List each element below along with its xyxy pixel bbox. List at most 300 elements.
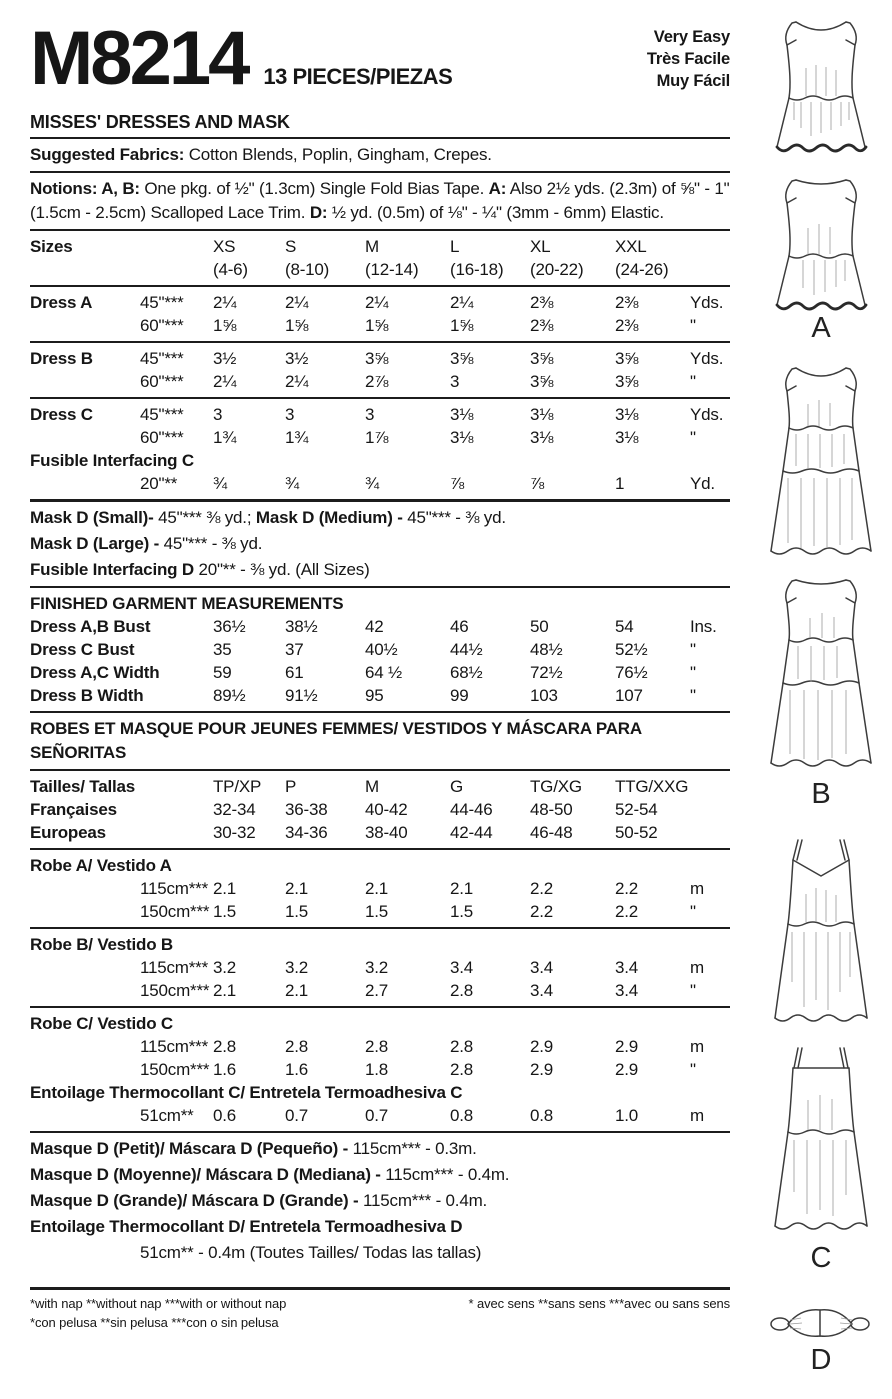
cell-value: TP/XP — [213, 777, 262, 796]
cell-value: 35 — [213, 640, 232, 659]
cell-value: 2.2 — [530, 879, 554, 898]
cell-value: 2.9 — [615, 1037, 639, 1056]
rich-text: 45"*** - ⅜ yd. — [163, 534, 263, 553]
cell-value: 2.9 — [530, 1060, 554, 1079]
cell-value: 38-40 — [365, 823, 408, 842]
cell-value: 3⅝ — [615, 349, 639, 368]
cell-value: 3⅛ — [615, 405, 639, 424]
row-label — [30, 956, 140, 979]
cell-value: 95 — [365, 686, 384, 705]
cell-value: 3.2 — [285, 958, 309, 977]
row-label — [30, 1104, 140, 1127]
difficulty-fr: Très Facile — [646, 50, 730, 68]
table-row — [30, 956, 730, 979]
dress-b-yardage-table — [30, 347, 730, 393]
cell-value: 3⅝ — [530, 372, 554, 391]
cell-value: 1.5 — [365, 902, 389, 921]
cell-value: 64 ½ — [365, 663, 403, 682]
cell-value: 2.8 — [365, 1037, 389, 1056]
footnotes — [30, 1294, 730, 1332]
cell-value: 0.7 — [285, 1106, 309, 1125]
cell-value: 3⅝ — [615, 372, 639, 391]
table-row — [30, 472, 730, 495]
table-row — [30, 1035, 730, 1058]
rich-bold-text: Masque D (Petit)/ Máscara D (Pequeño) - — [30, 1139, 353, 1158]
cell-value: 1⅞ — [365, 428, 389, 447]
cell-value: 3⅛ — [530, 405, 554, 424]
cell-value: 54 — [615, 617, 634, 636]
row-unit: m — [690, 958, 704, 977]
cell-value: 0.8 — [530, 1106, 554, 1125]
cell-value: 2.2 — [615, 879, 639, 898]
cell-value: 3 — [365, 405, 375, 424]
row-label: Dress B Width — [30, 686, 144, 705]
difficulty-en: Very Easy — [653, 28, 730, 46]
table-row — [30, 615, 730, 638]
cell-value: 1¾ — [213, 428, 237, 447]
cell-value: 2¼ — [285, 293, 309, 312]
cell-value: 2.1 — [285, 981, 309, 1000]
row-sublabel: 60"*** — [140, 372, 184, 391]
size-header-table — [30, 235, 730, 281]
cell-value: ⅞ — [450, 474, 464, 493]
row-unit: m — [690, 1106, 704, 1125]
rich-text: 20"** - ⅜ yd. (All Sizes) — [193, 560, 370, 579]
cell-value: 3½ — [285, 349, 309, 368]
cell-value: 3½ — [213, 349, 237, 368]
cell-value: S — [285, 237, 297, 256]
cell-value: 3.4 — [530, 958, 554, 977]
rich-bold-text: Notions: A, B: — [30, 179, 140, 198]
table-row — [30, 900, 730, 923]
cell-value: 40-42 — [365, 800, 408, 819]
rich-text: One pkg. of ½" (1.3cm) Single Fold Bias Tape. — [139, 179, 489, 198]
cell-value: 68½ — [450, 663, 483, 682]
illustration-column — [750, 0, 892, 1399]
cell-value: 30-32 — [213, 823, 256, 842]
row-label: Dress C Bust — [30, 640, 135, 659]
entoilage-d-heading — [30, 1215, 730, 1239]
footnote-nap-fr: * avec sens **sans sens ***avec ou sans sens — [468, 1296, 730, 1311]
rich-text: Also 2½ yds. (2.3m) of ⅝" - 1" (1.5cm - 2.5cm) Scalloped Lace Trim. — [30, 179, 730, 222]
table-row — [30, 1104, 730, 1127]
rich-bold-text: Masque D (Moyenne)/ Máscara D (Mediana) - — [30, 1165, 386, 1184]
row-unit: " — [690, 640, 696, 659]
table-group-label: Entoilage Thermocollant C/ Entretela Termoadhesiva C — [30, 1083, 463, 1102]
mask-d-large-line — [30, 532, 730, 556]
cell-value: 2.1 — [213, 981, 237, 1000]
fusible-interfacing-d-line — [30, 558, 730, 582]
cell-value: 37 — [285, 640, 304, 659]
divider — [30, 499, 730, 502]
masque-d-moyenne-line — [30, 1163, 730, 1187]
dress-b-back-illustration — [750, 570, 892, 776]
cell-value: 2.1 — [450, 879, 474, 898]
rich-bold-text: D: — [309, 203, 328, 222]
row-label — [30, 370, 140, 393]
row-sublabel: 60"*** — [140, 428, 184, 447]
cell-value: 3.4 — [530, 981, 554, 1000]
cell-value: 50-52 — [615, 823, 658, 842]
row-label — [30, 258, 213, 281]
row-sublabel: 45"*** — [140, 405, 184, 424]
difficulty-rating — [647, 26, 730, 92]
rich-text: 51cm** - 0.4m (Toutes Tailles/ Todas las tallas) — [140, 1243, 482, 1262]
cell-value: 1.5 — [285, 902, 309, 921]
row-unit — [690, 821, 730, 844]
divider — [30, 711, 730, 713]
row-unit: m — [690, 1037, 704, 1056]
pattern-number: M8214 — [30, 16, 248, 101]
row-label: Dress A,B Bust — [30, 617, 151, 636]
cell-value: XL — [530, 237, 551, 256]
cell-value: 3.4 — [615, 981, 639, 1000]
row-label: Françaises — [30, 800, 117, 819]
row-sublabel: 115cm*** — [140, 1037, 209, 1056]
garment-title: MISSES' DRESSES AND MASK — [30, 112, 290, 132]
cell-value: 61 — [285, 663, 304, 682]
cell-value: 42-44 — [450, 823, 493, 842]
entoilage-d-metrage-line — [30, 1241, 730, 1265]
row-unit: " — [690, 981, 696, 1000]
row-label: Europeas — [30, 823, 106, 842]
rich-bold-text: A: — [488, 179, 507, 198]
cell-value: 3 — [213, 405, 223, 424]
row-unit — [690, 775, 730, 798]
row-label — [30, 979, 140, 1002]
table-group-label: FINISHED GARMENT MEASUREMENTS — [30, 594, 344, 613]
cell-value: (12-14) — [365, 260, 419, 279]
masque-d-grande-line — [30, 1189, 730, 1213]
cell-value: 3 — [285, 405, 295, 424]
divider — [30, 769, 730, 771]
table-row — [30, 1058, 730, 1081]
row-sublabel: 150cm*** — [140, 981, 210, 1000]
view-a-label: A — [811, 312, 831, 344]
divider — [30, 397, 730, 399]
table-group-label-row — [30, 1012, 730, 1035]
cell-value: 2.8 — [450, 1060, 474, 1079]
french-spanish-title: ROBES ET MASQUE POUR JEUNES FEMMES/ VESTIDOS Y MÁSCARA PARA SEÑORITAS — [30, 719, 642, 762]
cell-value: 38½ — [285, 617, 318, 636]
row-sublabel: 20"** — [140, 474, 178, 493]
cell-value: 42 — [365, 617, 384, 636]
masque-d-petit-line — [30, 1137, 730, 1161]
row-label — [30, 900, 140, 923]
view-b-label: B — [811, 778, 831, 810]
robe-b-metrage-table — [30, 933, 730, 1002]
french-sizes-table — [30, 775, 730, 844]
row-sublabel: 150cm*** — [140, 902, 210, 921]
cell-value: 2.8 — [213, 1037, 237, 1056]
row-label — [30, 1058, 140, 1081]
divider — [30, 927, 730, 929]
rich-bold-text: Mask D (Small)- — [30, 508, 159, 527]
row-sublabel: 150cm*** — [140, 1060, 210, 1079]
rich-text: 45"*** - ⅜ yd. — [407, 508, 506, 527]
cell-value: ¾ — [213, 474, 227, 493]
cell-value: G — [450, 777, 464, 796]
cell-value: 3⅝ — [450, 349, 474, 368]
info-panel — [30, 0, 730, 1332]
table-row — [30, 403, 730, 426]
divider — [30, 848, 730, 850]
notions-line — [30, 177, 730, 225]
row-sublabel: 45"*** — [140, 293, 184, 312]
pieces-count: 13 PIECES/PIEZAS — [263, 64, 453, 89]
cell-value: 76½ — [615, 663, 648, 682]
cell-value: 0.8 — [450, 1106, 474, 1125]
cell-value: (20-22) — [530, 260, 584, 279]
cell-value: 2.1 — [365, 879, 389, 898]
finished-measurements-table — [30, 592, 730, 707]
cell-value: 2.8 — [285, 1037, 309, 1056]
row-sublabel: 60"*** — [140, 316, 184, 335]
row-unit: " — [690, 372, 696, 391]
rich-text: 45"*** ⅜ yd.; — [158, 508, 256, 527]
dress-a-yardage-table — [30, 291, 730, 337]
cell-value: P — [285, 777, 297, 796]
cell-value: 1.5 — [213, 902, 237, 921]
cell-value: 48½ — [530, 640, 563, 659]
row-unit — [690, 235, 730, 258]
rich-bold-text: Entoilage Thermocollant D/ Entretela Termoadhesiva D — [30, 1217, 463, 1236]
cell-value: 36-38 — [285, 800, 328, 819]
row-sublabel: 45"*** — [140, 349, 184, 368]
table-row — [30, 821, 730, 844]
cell-value: 89½ — [213, 686, 246, 705]
cell-value: 1⅝ — [213, 316, 237, 335]
table-row — [30, 775, 730, 798]
row-label — [30, 877, 140, 900]
cell-value: 44-46 — [450, 800, 493, 819]
robe-a-metrage-table — [30, 854, 730, 923]
divider — [30, 285, 730, 287]
cell-value: ⅞ — [530, 474, 544, 493]
cell-value: 36½ — [213, 617, 246, 636]
cell-value: (4-6) — [213, 260, 248, 279]
cell-value: 1.8 — [365, 1060, 389, 1079]
table-row — [30, 258, 730, 281]
cell-value: (8-10) — [285, 260, 330, 279]
divider — [30, 1131, 730, 1133]
table-row — [30, 877, 730, 900]
cell-value: (16-18) — [450, 260, 504, 279]
cell-value: 2⅜ — [530, 293, 554, 312]
table-group-label: Robe C/ Vestido C — [30, 1014, 174, 1033]
mask-d-illustration — [750, 1298, 892, 1346]
cell-value: 52½ — [615, 640, 648, 659]
cell-value: 1 — [615, 474, 625, 493]
cell-value: 3⅝ — [365, 349, 389, 368]
rich-bold-text: Mask D (Medium) - — [255, 508, 408, 527]
table-group-label: Robe B/ Vestido B — [30, 935, 174, 954]
table-row — [30, 684, 730, 707]
cell-value: 3⅝ — [530, 349, 554, 368]
cell-value: 1¾ — [285, 428, 309, 447]
cell-value: 2⅜ — [615, 293, 639, 312]
cell-value: 2.9 — [530, 1037, 554, 1056]
divider — [30, 229, 730, 231]
table-row — [30, 798, 730, 821]
table-row — [30, 314, 730, 337]
cell-value: ¾ — [365, 474, 379, 493]
cell-value: 2.2 — [615, 902, 639, 921]
cell-value: 2.1 — [285, 879, 309, 898]
cell-value: 2⅜ — [530, 316, 554, 335]
row-label — [30, 426, 140, 449]
footnote-divider — [30, 1287, 730, 1290]
cell-value: 107 — [615, 686, 643, 705]
table-row — [30, 370, 730, 393]
cell-value: 46 — [450, 617, 469, 636]
row-unit: " — [690, 686, 696, 705]
row-label: Dress A — [30, 293, 93, 312]
dress-a-front-illustration — [750, 10, 892, 160]
cell-value: 3.2 — [365, 958, 389, 977]
row-sublabel: 51cm** — [140, 1106, 194, 1125]
table-group-label: Robe A/ Vestido A — [30, 856, 172, 875]
row-unit: Yd. — [690, 474, 715, 493]
cell-value: 2⅜ — [615, 316, 639, 335]
cell-value: 2¼ — [450, 293, 474, 312]
dress-b-front-illustration — [750, 358, 892, 564]
row-unit: " — [690, 663, 696, 682]
dress-c-back-illustration — [750, 1040, 892, 1238]
cell-value: 40½ — [365, 640, 398, 659]
cell-value: 1.6 — [213, 1060, 237, 1079]
cell-value: 1⅝ — [285, 316, 309, 335]
cell-value: 2¼ — [285, 372, 309, 391]
cell-value: 44½ — [450, 640, 483, 659]
table-row — [30, 661, 730, 684]
rich-bold-text: Suggested Fabrics: — [30, 145, 185, 164]
cell-value: (24-26) — [615, 260, 669, 279]
header — [30, 0, 730, 102]
rich-bold-text: Fusible Interfacing D — [30, 560, 194, 579]
row-unit: Yds. — [690, 349, 724, 368]
row-unit: Yds. — [690, 405, 724, 424]
cell-value: 0.7 — [365, 1106, 389, 1125]
rich-text: 115cm*** - 0.4m. — [385, 1165, 510, 1184]
cell-value: 72½ — [530, 663, 563, 682]
cell-value: 1.0 — [615, 1106, 639, 1125]
cell-value: 3.4 — [615, 958, 639, 977]
cell-value: 1.5 — [450, 902, 474, 921]
row-unit: Ins. — [690, 617, 717, 636]
cell-value: 2.8 — [450, 981, 474, 1000]
cell-value: TG/XG — [530, 777, 582, 796]
table-group-label-row — [30, 1081, 730, 1104]
cell-value: 2.9 — [615, 1060, 639, 1079]
difficulty-es: Muy Fácil — [656, 72, 730, 90]
dress-c-interfacing-table — [30, 403, 730, 495]
cell-value: 52-54 — [615, 800, 658, 819]
row-unit: m — [690, 879, 704, 898]
cell-value: M — [365, 237, 379, 256]
divider — [30, 586, 730, 588]
cell-value: 46-48 — [530, 823, 573, 842]
row-unit: " — [690, 428, 696, 447]
row-unit — [690, 798, 730, 821]
cell-value: 3.2 — [213, 958, 237, 977]
rich-bold-text: Mask D (Large) - — [30, 534, 164, 553]
cell-value: 3⅛ — [530, 428, 554, 447]
view-c-label: C — [810, 1242, 832, 1274]
cell-value: 99 — [450, 686, 469, 705]
rich-bold-text: Masque D (Grande)/ Máscara D (Grande) - — [30, 1191, 364, 1210]
table-row — [30, 638, 730, 661]
table-row — [30, 979, 730, 1002]
table-row — [30, 347, 730, 370]
cell-value: 3⅛ — [615, 428, 639, 447]
rich-text: Cotton Blends, Poplin, Gingham, Crepes. — [184, 145, 492, 164]
footnote-row-2 — [30, 1313, 730, 1332]
divider — [30, 1006, 730, 1008]
cell-value: 2¼ — [213, 372, 237, 391]
dress-c-front-illustration — [750, 832, 892, 1030]
row-unit: " — [690, 316, 696, 335]
table-group-label-row — [30, 449, 730, 472]
rich-text: 115cm*** - 0.4m. — [363, 1191, 488, 1210]
cell-value: XXL — [615, 237, 647, 256]
row-label — [30, 314, 140, 337]
row-unit: " — [690, 902, 696, 921]
row-label: Dress C — [30, 405, 93, 424]
view-d-label: D — [810, 1344, 832, 1376]
cell-value: 2¼ — [365, 293, 389, 312]
cell-value: 91½ — [285, 686, 318, 705]
cell-value: 2.8 — [450, 1037, 474, 1056]
cell-value: 1⅝ — [365, 316, 389, 335]
row-sublabel: 115cm*** — [140, 879, 209, 898]
cell-value: 48-50 — [530, 800, 573, 819]
row-unit: Yds. — [690, 293, 724, 312]
cell-value: 3⅛ — [450, 428, 474, 447]
cell-value: 59 — [213, 663, 232, 682]
cell-value: 2.1 — [213, 879, 237, 898]
table-row — [30, 235, 730, 258]
rich-text: 115cm*** - 0.3m. — [352, 1139, 477, 1158]
cell-value: 2.2 — [530, 902, 554, 921]
divider — [30, 171, 730, 173]
cell-value: 34-36 — [285, 823, 328, 842]
cell-value: 2.7 — [365, 981, 389, 1000]
row-label — [30, 472, 140, 495]
suggested-fabrics-line — [30, 143, 730, 167]
robe-c-entoilage-table — [30, 1012, 730, 1127]
cell-value: 103 — [530, 686, 558, 705]
mask-d-small-medium-line — [30, 506, 730, 530]
row-label: Dress A,C Width — [30, 663, 160, 682]
cell-value: 1⅝ — [450, 316, 474, 335]
row-label: Tailles/ Tallas — [30, 777, 136, 796]
cell-value: 32-34 — [213, 800, 256, 819]
row-label — [30, 1035, 140, 1058]
cell-value: 3.4 — [450, 958, 474, 977]
divider — [30, 137, 730, 139]
dress-a-back-illustration — [750, 168, 892, 318]
cell-value: 0.6 — [213, 1106, 237, 1125]
footnote-nap-es: *con pelusa **sin pelusa ***con o sin pelusa — [30, 1315, 279, 1330]
cell-value: M — [365, 777, 379, 796]
cell-value: XS — [213, 237, 236, 256]
cell-value: 50 — [530, 617, 549, 636]
table-group-label-row — [30, 854, 730, 877]
cell-value: 1.6 — [285, 1060, 309, 1079]
table-group-label: Fusible Interfacing C — [30, 451, 194, 470]
cell-value: 2⅞ — [365, 372, 389, 391]
